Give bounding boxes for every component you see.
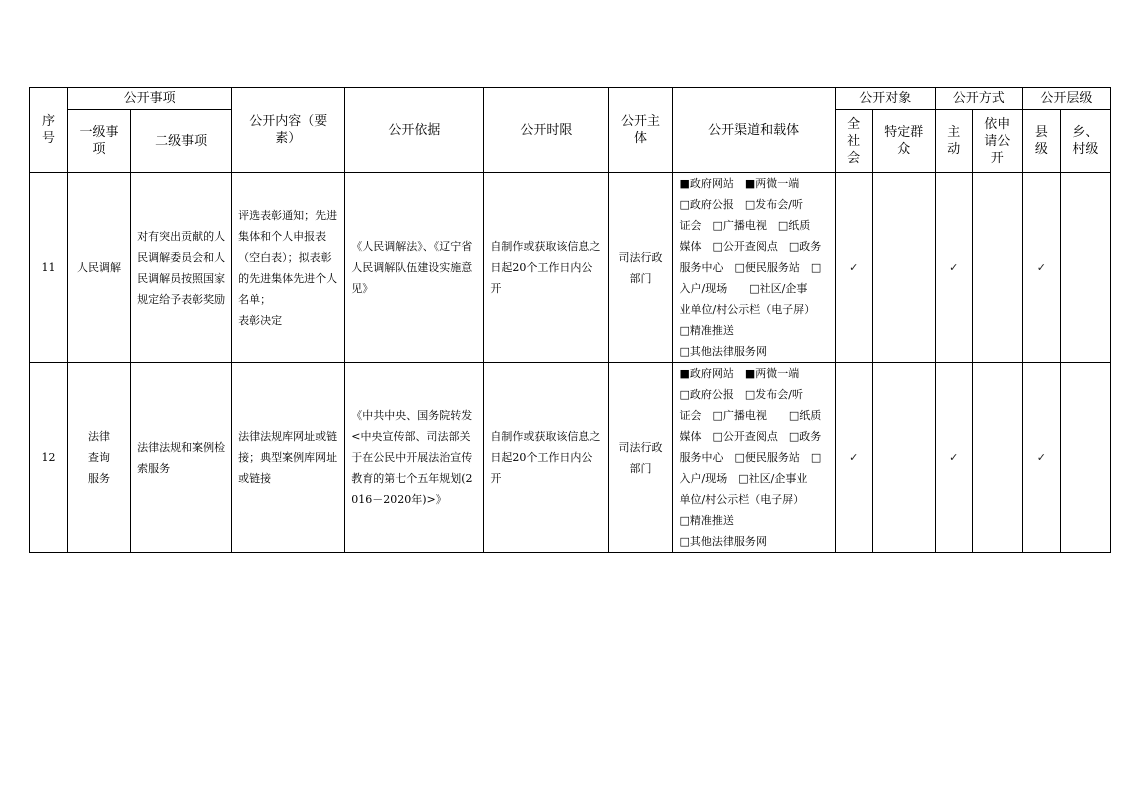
cell-timelimit: 自制作或获取该信息之日起20个工作日内公开 bbox=[484, 173, 609, 363]
channel-line: □其他法律服务网 bbox=[679, 345, 767, 358]
check-target-specific bbox=[872, 173, 935, 363]
channel-line: 入户/现场 □社区/企事 bbox=[679, 282, 808, 295]
header-content: 公开内容（要 素） bbox=[232, 88, 345, 173]
header-level2: 二级事项 bbox=[131, 110, 232, 173]
header-method: 公开方式 bbox=[935, 88, 1022, 110]
check-method-active: ✓ bbox=[935, 363, 972, 553]
header-channel: 公开渠道和载体 bbox=[672, 88, 835, 173]
channel-line: 业单位/村公示栏（电子屏） bbox=[679, 303, 816, 316]
header-seq: 序 号 bbox=[30, 88, 68, 173]
cell-seq: 12 bbox=[30, 363, 68, 553]
channel-line: 服务中心 □便民服务站 □ bbox=[679, 261, 822, 274]
header-basis: 公开依据 bbox=[345, 88, 484, 173]
cell-seq: 11 bbox=[30, 173, 68, 363]
header-target-specific: 特定群 众 bbox=[872, 110, 935, 173]
cell-level1: 人民调解 bbox=[68, 173, 131, 363]
header-tier-county: 县 级 bbox=[1022, 110, 1060, 173]
check-target-all: ✓ bbox=[835, 173, 872, 363]
header-tier-town: 乡、 村级 bbox=[1060, 110, 1110, 173]
cell-timelimit: 自制作或获取该信息之日起20个工作日内公开 bbox=[484, 363, 609, 553]
channel-line: 证会 □广播电视 □纸质 bbox=[679, 409, 822, 422]
cell-level2: 法律法规和案例检索服务 bbox=[131, 363, 232, 553]
channel-line: 入户/现场 □社区/企事业 bbox=[679, 472, 808, 485]
channel-line: □政府公报 □发布会/听 bbox=[679, 388, 804, 401]
check-tier-town bbox=[1060, 363, 1110, 553]
cell-subject: 司法行政 部门 bbox=[609, 363, 672, 553]
check-tier-town bbox=[1060, 173, 1110, 363]
cell-content: 评选表彰通知；先进集体和个人申报表（空白表）；拟表彰的先进集体先进个人名单； 表彰决定 bbox=[232, 173, 345, 363]
cell-content: 法律法规库网址或链接；典型案例库网址或链接 bbox=[232, 363, 345, 553]
header-target: 公开对象 bbox=[835, 88, 935, 110]
cell-channel bbox=[672, 363, 835, 553]
channel-line: □精准推送 bbox=[679, 514, 734, 527]
check-method-apply bbox=[972, 173, 1022, 363]
header-row-top bbox=[30, 88, 1111, 110]
disclosure-table bbox=[29, 87, 1111, 553]
channel-line: 证会 □广播电视 □纸质 bbox=[679, 219, 811, 232]
cell-channel bbox=[672, 173, 835, 363]
check-tier-county: ✓ bbox=[1022, 363, 1060, 553]
check-tier-county: ✓ bbox=[1022, 173, 1060, 363]
channel-line: 媒体 □公开查阅点 □政务 bbox=[679, 240, 822, 253]
header-level1: 一级事 项 bbox=[68, 110, 131, 173]
header-method-apply: 依申 请公 开 bbox=[972, 110, 1022, 173]
cell-level2: 对有突出贡献的人民调解委员会和人民调解员按照国家规定给予表彰奖励 bbox=[131, 173, 232, 363]
table-row bbox=[30, 363, 1111, 553]
cell-basis: 《中共中央、国务院转发<中央宣传部、司法部关于在公民中开展法治宣传教育的第七个五年规划(2016－2020年)>》 bbox=[345, 363, 484, 553]
channel-line: □精准推送 bbox=[679, 324, 734, 337]
header-method-active: 主 动 bbox=[935, 110, 972, 173]
header-subject: 公开主 体 bbox=[609, 88, 672, 173]
channel-line: 单位/村公示栏（电子屏） bbox=[679, 493, 805, 506]
header-target-all: 全 社 会 bbox=[835, 110, 872, 173]
channel-line: □政府公报 □发布会/听 bbox=[679, 198, 804, 211]
channel-line: □其他法律服务网 bbox=[679, 535, 767, 548]
check-target-all: ✓ bbox=[835, 363, 872, 553]
cell-subject: 司法行政 部门 bbox=[609, 173, 672, 363]
channel-line: ■政府网站 ■两微一端 bbox=[679, 367, 800, 380]
channel-line: 媒体 □公开查阅点 □政务 bbox=[679, 430, 822, 443]
cell-level1: 法律 查询 服务 bbox=[68, 363, 131, 553]
cell-basis: 《人民调解法》、《辽宁省人民调解队伍建设实施意见》 bbox=[345, 173, 484, 363]
table-row bbox=[30, 173, 1111, 363]
header-timelimit: 公开时限 bbox=[484, 88, 609, 173]
channel-line: ■政府网站 ■两微一端 bbox=[679, 177, 800, 190]
header-tier: 公开层级 bbox=[1022, 88, 1110, 110]
check-method-apply bbox=[972, 363, 1022, 553]
check-method-active: ✓ bbox=[935, 173, 972, 363]
channel-line: 服务中心 □便民服务站 □ bbox=[679, 451, 822, 464]
header-matter: 公开事项 bbox=[68, 88, 232, 110]
check-target-specific bbox=[872, 363, 935, 553]
